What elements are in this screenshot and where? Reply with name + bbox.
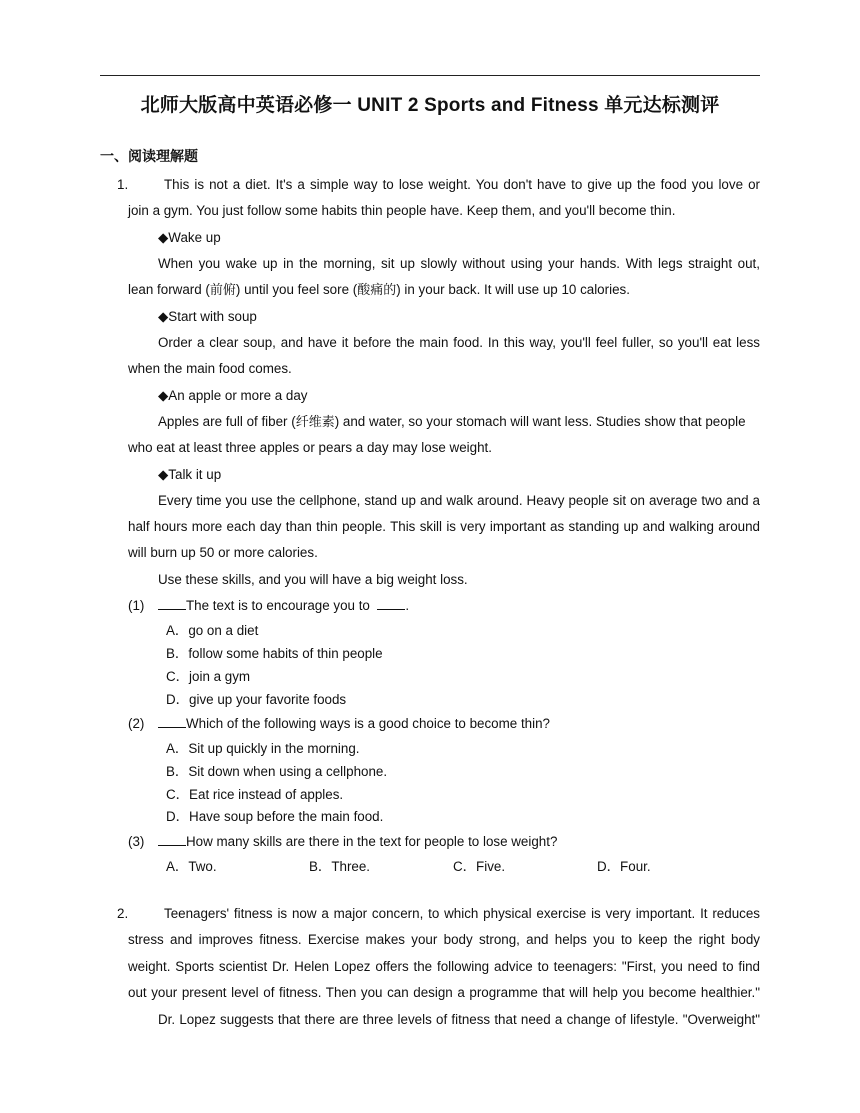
section-heading: 一、阅读理解题	[100, 148, 198, 164]
passage1-p2-line1: Order a clear soup, and have it before the main food. In this way, you'll feel fuller, so you'll eat less	[158, 335, 760, 350]
passage1-p4-line1: Every time you use the cellphone, stand up and walk around. Heavy people sit on average two and a	[158, 493, 760, 508]
option-3d: D．Four.	[597, 859, 651, 874]
passage1-p1-line1: When you wake up in the morning, sit up slowly without using your hands. With legs straight out,	[158, 256, 760, 271]
subquestion-number-2: (2)	[128, 716, 145, 731]
subheading-start-with-soup: ◆Start with soup	[158, 309, 257, 324]
passage2-line2: stress and improves fitness. Exercise makes your body strong, and helps you to keep the right body	[128, 932, 760, 947]
option-1b: B．follow some habits of thin people	[166, 646, 383, 661]
subheading-talk-it-up: ◆Talk it up	[158, 467, 222, 482]
option-2c: C．Eat rice instead of apples.	[166, 787, 344, 802]
passage1-p4-line2: half hours more each day than thin people. This skill is very important as standing up and walking around	[128, 519, 760, 534]
passage1-intro-line2: join a gym. You just follow some habits thin people have. Keep them, and you'll become thin.	[128, 203, 676, 218]
subheading-wake-up: ◆Wake up	[158, 230, 221, 245]
passage2-line5: Dr. Lopez suggests that there are three levels of fitness that need a change of lifestyle. "Overweight"	[158, 1012, 760, 1027]
passage1-p2-line2: when the main food comes.	[128, 361, 292, 376]
subquestion-1-text: The text is to encourage you to .	[158, 597, 409, 615]
answer-blank	[158, 715, 186, 728]
passage2-line4: out your present level of fitness. Then you can design a programme that will help you become healthier."	[128, 985, 760, 1000]
passage1-p3-line2: who eat at least three apples or pears a day may lose weight.	[128, 440, 492, 455]
option-3c: C．Five.	[453, 859, 506, 874]
option-2d: D．Have soup before the main food.	[166, 809, 384, 824]
passage1-p4-line3: will burn up 50 or more calories.	[128, 545, 318, 560]
subquestion-number-1: (1)	[128, 598, 145, 613]
passage1-p3-line1: Apples are full of fiber (纤维素) and water, so your stomach will want less. Studies show that people	[158, 414, 746, 430]
subheading-apple: ◆An apple or more a day	[158, 388, 308, 403]
option-3b: B．Three.	[309, 859, 371, 874]
option-1d: D．give up your favorite foods	[166, 692, 347, 707]
passage2-line3: weight. Sports scientist Dr. Helen Lopez offers the following advice to teenagers: "First, you need to find	[128, 959, 760, 974]
subquestion-2-text: Which of the following ways is a good choice to become thin?	[158, 715, 550, 733]
subquestion-3-text: How many skills are there in the text for people to lose weight?	[158, 833, 557, 851]
fill-blank	[377, 597, 405, 610]
header-rule	[100, 75, 760, 76]
passage1-p1-line2: lean forward (前俯) until you feel sore (酸痛的) in your back. It will use up 10 calories.	[128, 282, 630, 298]
page-title: 北师大版高中英语必修一 UNIT 2 Sports and Fitness 单元达标测评	[140, 95, 720, 116]
passage2-line1: Teenagers' fitness is now a major concern, to which physical exercise is very important. It reduces	[164, 906, 760, 921]
option-2b: B．Sit down when using a cellphone.	[166, 764, 388, 779]
question-number-1: 1.	[117, 177, 129, 192]
subquestion-number-3: (3)	[128, 834, 145, 849]
option-1a: A．go on a diet	[166, 623, 259, 638]
answer-blank	[158, 833, 186, 846]
passage1-intro-line1: This is not a diet. It's a simple way to lose weight. You don't have to give up the food you love or	[164, 177, 760, 192]
passage1-p5: Use these skills, and you will have a big weight loss.	[158, 572, 468, 587]
option-2a: A．Sit up quickly in the morning.	[166, 741, 360, 756]
answer-blank	[158, 597, 186, 610]
question-number-2: 2.	[117, 906, 129, 921]
option-1c: C．join a gym	[166, 669, 251, 684]
option-3a: A．Two.	[166, 859, 217, 874]
